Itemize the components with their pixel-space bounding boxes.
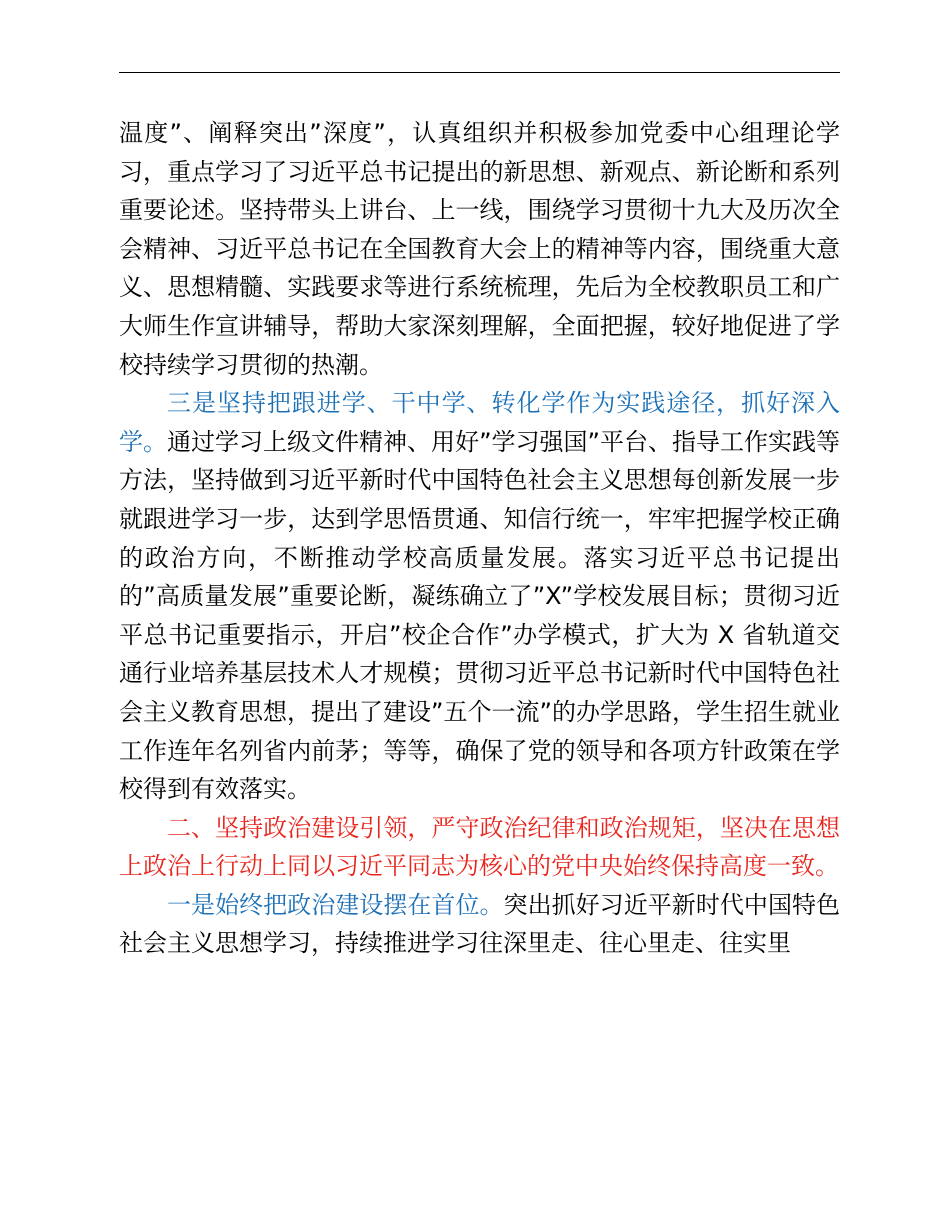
paragraph-body: 温度”、阐释突出”深度”，认真组织并积极参加党委中心组理论学习，重点学习了习近平总书记提出的新思想、新观点、新论断和系列重要论述。坚持带头上讲台、上一线，围绕学习贯彻十九大及历次全会精神、习近平总书记在全国教育大会上的精神等内容，围绕重大意义、思想精髓、实践要求等进行系统梳理，先后为全校教职员工和广大师生作宣讲辅导，帮助大家深刻理解，全面把握，较好地促进了学校持续学习贯彻的热潮。 bbox=[119, 119, 840, 379]
paragraph-body: 突出抓好习近平新时代中国特色社会主义思想学习，持续推进学习往深里走、往心里走、往实里 bbox=[119, 890, 841, 958]
document-body bbox=[119, 114, 840, 963]
paragraph-political-priority bbox=[119, 886, 840, 963]
paragraph-lead-heading: 三是坚持把跟进学、干中学、转化学作为实践途径，抓好深入学。 bbox=[119, 389, 840, 456]
section-heading-text: 二、坚持政治建设引领，严守政治纪律和政治规矩，坚决在思想上政治上行动上同以习近平同志为核心的党中央始终保持高度一致。 bbox=[119, 813, 840, 881]
paragraph-practice-path bbox=[119, 384, 840, 809]
section-heading-political-construction bbox=[119, 809, 840, 886]
paragraph-lead-heading: 一是始终把政治建设摆在首位。 bbox=[167, 890, 504, 919]
paragraph-body: 通过学习上级文件精神、用好”学习强国”平台、指导工作实践等方法，坚持做到习近平新时代中国特色社会主义思想每创新发展一步就跟进学习一步，达到学思悟贯通、知信行统一，牢牢把握学校正确的政治方向，不断推动学校高质量发展。落实习近平总书记提出的”高质量发展”重要论断，凝练确立了”X”学校发展目标；贯彻习近平总书记重要指示，开启”校企合作”办学模式，扩大为 X 省轨道交通行业培养基层技术人才规模；贯彻习近平总书记新时代中国特色社会主义教育思想，提出了建设”五个一流”的办学思路，学生招生就业工作连年名列省内前茅；等等，确保了党的领导和各项方针政策在学校得到有效落实。 bbox=[119, 427, 840, 804]
header-rule bbox=[119, 72, 840, 73]
paragraph-continued bbox=[119, 114, 840, 384]
